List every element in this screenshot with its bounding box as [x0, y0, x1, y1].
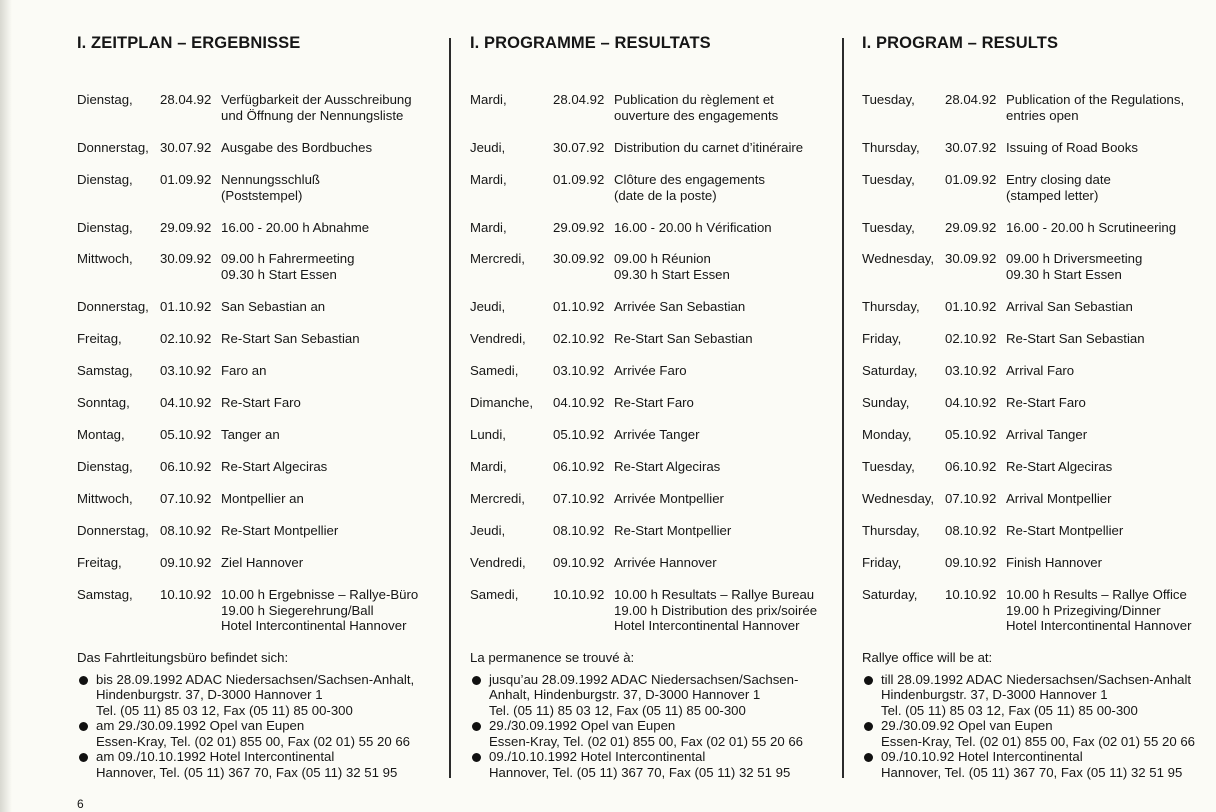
- schedule-event: [1006, 523, 1206, 539]
- schedule-event-line: Re-Start San Sebastian: [221, 331, 360, 346]
- schedule-day: Donnerstag,: [77, 299, 149, 314]
- column-english: [862, 34, 1207, 780]
- schedule-event-line: Arrival Tanger: [1006, 427, 1088, 442]
- schedule-event: [221, 555, 436, 571]
- schedule-event-line: 09.00 h Fahrermeeting: [221, 251, 355, 266]
- schedule-event-line: Re-Start Montpellier: [1006, 523, 1124, 538]
- schedule-event-line: Hotel Intercontinental Hannover: [221, 618, 407, 633]
- schedule-event: [614, 172, 829, 203]
- column-german: [77, 34, 437, 780]
- office-line: Tel. (05 11) 85 03 12, Fax (05 11) 85 00-300: [489, 702, 746, 718]
- schedule-day: Montag,: [77, 427, 125, 442]
- schedule-event-line: Distribution du carnet d’itinéraire: [614, 140, 804, 155]
- schedule-event: [1006, 299, 1206, 315]
- schedule-event-line: Verfügbarkeit der Ausschreibung: [221, 92, 412, 107]
- schedule-day: Tuesday,: [862, 459, 915, 474]
- schedule-event-line: Publication of the Regulations,: [1006, 92, 1185, 107]
- office-item: [862, 749, 1207, 780]
- schedule-event-line: 09.00 h Réunion: [614, 251, 711, 266]
- schedule-event-line: 09.30 h Start Essen: [221, 266, 337, 282]
- schedule-date: 06.10.92: [945, 459, 997, 474]
- schedule-event: [221, 395, 436, 411]
- schedule-date: 28.04.92: [553, 92, 605, 107]
- schedule-event: [221, 491, 436, 507]
- schedule-day: Samedi,: [470, 363, 519, 378]
- office-line: 29./30.09.92 Opel van Eupen: [881, 718, 1053, 733]
- schedule-event: [614, 331, 829, 347]
- schedule-day: Mercredi,: [470, 491, 525, 506]
- schedule-day: Tuesday,: [862, 220, 915, 235]
- schedule-event: [221, 459, 436, 475]
- schedule-date: 10.10.92: [553, 587, 605, 602]
- schedule-event: [1006, 92, 1206, 123]
- schedule-day: Dimanche,: [470, 395, 534, 410]
- schedule-date: 01.10.92: [553, 299, 605, 314]
- office-list: [862, 672, 1207, 781]
- office-line: Hindenburgstr. 37, D-3000 Hannover 1: [881, 687, 1108, 702]
- office-item: [862, 718, 1207, 749]
- office-item: [470, 749, 830, 780]
- schedule-event-line: Publication du règlement et: [614, 92, 774, 107]
- schedule-day: Sunday,: [862, 395, 910, 410]
- schedule-event-line: San Sebastian an: [221, 299, 326, 314]
- office-line: Hannover, Tel. (05 11) 367 70, Fax (05 11) 32 51 95: [489, 764, 791, 780]
- schedule-event-line: Re-Start Algeciras: [1006, 459, 1113, 474]
- page-binding-edge: [0, 0, 12, 812]
- schedule-date: 01.09.92: [553, 172, 605, 187]
- schedule-date: 01.09.92: [160, 172, 212, 187]
- schedule-day: Friday,: [862, 555, 902, 570]
- schedule-event: [1006, 395, 1206, 411]
- schedule-day: Donnerstag,: [77, 140, 149, 155]
- schedule-day: Thursday,: [862, 523, 920, 538]
- schedule-day: Saturday,: [862, 363, 918, 378]
- schedule-event-line: Arrival Faro: [1006, 363, 1075, 378]
- office-line: Essen-Kray, Tel. (02 01) 855 00, Fax (02 01) 55 20 66: [96, 733, 410, 749]
- schedule-event: [614, 491, 829, 507]
- schedule-date: 30.07.92: [553, 140, 605, 155]
- schedule-day: Mittwoch,: [77, 491, 133, 506]
- schedule-date: 09.10.92: [160, 555, 212, 570]
- office-section: [470, 650, 830, 780]
- schedule-event: [221, 172, 436, 203]
- schedule-event-line: 10.00 h Resultats – Rallye Bureau: [614, 587, 815, 602]
- schedule-event-line: Re-Start San Sebastian: [1006, 331, 1145, 346]
- schedule-date: 07.10.92: [945, 491, 997, 506]
- schedule-event-line: 19.00 h Prizegiving/Dinner: [1006, 602, 1161, 618]
- schedule-event-line: entries open: [1006, 107, 1079, 123]
- column-french: [470, 34, 830, 780]
- office-line: Essen-Kray, Tel. (02 01) 855 00, Fax (02 01) 55 20 66: [881, 733, 1195, 749]
- schedule-event: [221, 331, 436, 347]
- schedule-date: 03.10.92: [945, 363, 997, 378]
- column-heading: I. ZEITPLAN – ERGEBNISSE: [77, 34, 301, 52]
- office-item: [470, 672, 830, 719]
- schedule-event-line: 10.00 h Ergebnisse – Rallye-Büro: [221, 587, 419, 602]
- schedule-date: 03.10.92: [553, 363, 605, 378]
- schedule-date: 08.10.92: [553, 523, 605, 538]
- schedule-event: [221, 92, 436, 123]
- office-line: 09./10.10.1992 Hotel Intercontinental: [489, 749, 706, 764]
- schedule-date: 04.10.92: [945, 395, 997, 410]
- schedule-date: 09.10.92: [553, 555, 605, 570]
- schedule-event: [221, 587, 436, 634]
- schedule-date: 02.10.92: [160, 331, 212, 346]
- schedule-date: 01.09.92: [945, 172, 997, 187]
- office-line: 09./10.10.92 Hotel Intercontinental: [881, 749, 1083, 764]
- schedule-event: [1006, 251, 1206, 282]
- column-divider: [842, 38, 844, 778]
- schedule-date: 08.10.92: [945, 523, 997, 538]
- schedule-date: 01.10.92: [160, 299, 212, 314]
- schedule-day: Dienstag,: [77, 220, 133, 235]
- schedule-day: Mardi,: [470, 172, 507, 187]
- office-title: La permanence se trouvé à:: [470, 650, 635, 665]
- schedule-date: 10.10.92: [160, 587, 212, 602]
- schedule-event-line: Entry closing date: [1006, 172, 1111, 187]
- office-line: am 29./30.09.1992 Opel van Eupen: [96, 718, 305, 733]
- column-heading: I. PROGRAMME – RESULTATS: [470, 34, 711, 52]
- schedule-date: 28.04.92: [945, 92, 997, 107]
- schedule-event: [614, 251, 829, 282]
- schedule-event-line: 19.00 h Siegerehrung/Ball: [221, 602, 374, 618]
- schedule-day: Thursday,: [862, 140, 920, 155]
- office-item: [77, 718, 437, 749]
- column-heading: I. PROGRAM – RESULTS: [862, 34, 1059, 52]
- schedule-date: 04.10.92: [160, 395, 212, 410]
- schedule-event: [1006, 140, 1206, 156]
- schedule-date: 09.10.92: [945, 555, 997, 570]
- schedule-event-line: Clôture des engagements: [614, 172, 766, 187]
- schedule-date: 01.10.92: [945, 299, 997, 314]
- schedule-date: 08.10.92: [160, 523, 212, 538]
- schedule-day: Mardi,: [470, 459, 507, 474]
- office-title: Rallye office will be at:: [862, 650, 993, 665]
- schedule-event: [221, 299, 436, 315]
- schedule-day: Sonntag,: [77, 395, 130, 410]
- office-list: [77, 672, 437, 781]
- schedule-day: Mittwoch,: [77, 251, 133, 266]
- schedule-event: [614, 587, 829, 634]
- schedule-event: [1006, 555, 1206, 571]
- schedule-event: [614, 427, 829, 443]
- schedule-event: [1006, 587, 1206, 634]
- schedule-event-line: 10.00 h Results – Rallye Office: [1006, 587, 1187, 602]
- office-item: [77, 672, 437, 719]
- schedule-date: 06.10.92: [553, 459, 605, 474]
- schedule-date: 05.10.92: [553, 427, 605, 442]
- page-number: 6: [77, 797, 84, 811]
- schedule-event: [614, 555, 829, 571]
- office-item: [77, 749, 437, 780]
- schedule-event: [614, 363, 829, 379]
- schedule-date: 02.10.92: [553, 331, 605, 346]
- schedule-date: 10.10.92: [945, 587, 997, 602]
- schedule-day: Mercredi,: [470, 251, 525, 266]
- schedule-day: Wednesday,: [862, 491, 935, 506]
- schedule-event-line: Faro an: [221, 363, 267, 378]
- schedule-event-line: Re-Start Faro: [1006, 395, 1086, 410]
- office-line: 29./30.09.1992 Opel van Eupen: [489, 718, 676, 733]
- schedule-date: 29.09.92: [160, 220, 212, 235]
- schedule-day: Jeudi,: [470, 140, 506, 155]
- office-list: [470, 672, 830, 781]
- schedule-date: 30.09.92: [553, 251, 605, 266]
- schedule-day: Dienstag,: [77, 172, 133, 187]
- schedule-event: [1006, 363, 1206, 379]
- schedule-event-line: 19.00 h Distribution des prix/soirée: [614, 602, 818, 618]
- schedule-event-line: Hotel Intercontinental Hannover: [1006, 618, 1192, 633]
- bullet-icon: [79, 722, 88, 731]
- schedule-event: [614, 220, 829, 236]
- schedule-date: 30.07.92: [945, 140, 997, 155]
- schedule-event: [1006, 331, 1206, 347]
- schedule-date: 30.09.92: [945, 251, 997, 266]
- schedule-date: 30.09.92: [160, 251, 212, 266]
- bullet-icon: [472, 753, 481, 762]
- office-item: [470, 718, 830, 749]
- schedule-day: Saturday,: [862, 587, 918, 602]
- schedule-day: Tuesday,: [862, 172, 915, 187]
- schedule-event-line: (stamped letter): [1006, 187, 1099, 203]
- office-line: Hannover, Tel. (05 11) 367 70, Fax (05 11) 32 51 95: [881, 764, 1183, 780]
- bullet-icon: [864, 676, 873, 685]
- schedule-day: Vendredi,: [470, 555, 526, 570]
- schedule-event-line: Ziel Hannover: [221, 555, 304, 570]
- schedule-day: Samstag,: [77, 363, 133, 378]
- schedule-day: Mardi,: [470, 92, 507, 107]
- office-line: till 28.09.1992 ADAC Niedersachsen/Sachsen-Anhalt: [881, 671, 1192, 687]
- schedule-event-line: Tanger an: [221, 427, 280, 442]
- schedule-date: 29.09.92: [945, 220, 997, 235]
- schedule-event-line: 16.00 - 20.00 h Abnahme: [221, 220, 370, 235]
- office-line: Tel. (05 11) 85 03 12, Fax (05 11) 85 00-300: [96, 702, 353, 718]
- schedule-date: 07.10.92: [160, 491, 212, 506]
- schedule-event-line: Arrival San Sebastian: [1006, 299, 1133, 314]
- schedule-event-line: Arrival Montpellier: [1006, 491, 1112, 506]
- bullet-icon: [79, 753, 88, 762]
- office-section: [862, 650, 1207, 780]
- schedule-day: Jeudi,: [470, 299, 506, 314]
- schedule-event: [221, 251, 436, 282]
- schedule-event: [221, 140, 436, 156]
- schedule-event-line: 16.00 - 20.00 h Scrutineering: [1006, 220, 1177, 235]
- office-line: Tel. (05 11) 85 03 12, Fax (05 11) 85 00-300: [881, 702, 1138, 718]
- schedule-event-line: Montpellier an: [221, 491, 304, 506]
- schedule-event: [614, 299, 829, 315]
- schedule-day: Friday,: [862, 331, 902, 346]
- schedule-date: 29.09.92: [553, 220, 605, 235]
- schedule-event-line: Issuing of Road Books: [1006, 140, 1138, 155]
- schedule-event-line: 16.00 - 20.00 h Vérification: [614, 220, 772, 235]
- schedule-event-line: (date de la poste): [614, 187, 717, 203]
- schedule-event-line: Re-Start San Sebastian: [614, 331, 753, 346]
- schedule-date: 06.10.92: [160, 459, 212, 474]
- schedule-event: [614, 523, 829, 539]
- schedule-event: [221, 523, 436, 539]
- schedule-day: Samstag,: [77, 587, 133, 602]
- schedule-event: [221, 220, 436, 236]
- schedule-event-line: Re-Start Algeciras: [614, 459, 721, 474]
- schedule-event-line: Arrivée San Sebastian: [614, 299, 746, 314]
- schedule-day: Donnerstag,: [77, 523, 149, 538]
- schedule-date: 05.10.92: [945, 427, 997, 442]
- schedule-day: Monday,: [862, 427, 912, 442]
- schedule-date: 05.10.92: [160, 427, 212, 442]
- office-item: [862, 672, 1207, 719]
- schedule-day: Samedi,: [470, 587, 519, 602]
- schedule-event: [221, 427, 436, 443]
- schedule-day: Vendredi,: [470, 331, 526, 346]
- schedule-event-line: 09.00 h Driversmeeting: [1006, 251, 1143, 266]
- schedule-event-line: Re-Start Montpellier: [221, 523, 339, 538]
- schedule-day: Freitag,: [77, 555, 122, 570]
- office-line: Anhalt, Hindenburgstr. 37, D-3000 Hannover 1: [489, 687, 761, 702]
- schedule-event-line: 09.30 h Start Essen: [614, 266, 730, 282]
- schedule-date: 03.10.92: [160, 363, 212, 378]
- bullet-icon: [472, 722, 481, 731]
- bullet-icon: [79, 676, 88, 685]
- office-line: Hannover, Tel. (05 11) 367 70, Fax (05 11) 32 51 95: [96, 764, 398, 780]
- schedule-date: 30.07.92: [160, 140, 212, 155]
- schedule-event: [614, 140, 829, 156]
- schedule-event-line: und Öffnung der Nennungsliste: [221, 107, 404, 123]
- office-title: Das Fahrtleitungsbüro befindet sich:: [77, 650, 289, 665]
- bullet-icon: [472, 676, 481, 685]
- schedule-event: [1006, 172, 1206, 203]
- schedule-date: 28.04.92: [160, 92, 212, 107]
- schedule-day: Mardi,: [470, 220, 507, 235]
- schedule-event-line: Finish Hannover: [1006, 555, 1103, 570]
- schedule-date: 02.10.92: [945, 331, 997, 346]
- schedule-event: [1006, 220, 1206, 236]
- schedule-event: [614, 395, 829, 411]
- schedule-event-line: Arrivée Faro: [614, 363, 687, 378]
- schedule-event-line: Re-Start Montpellier: [614, 523, 732, 538]
- office-line: jusqu’au 28.09.1992 ADAC Niedersachsen/Sachsen-: [489, 671, 799, 687]
- schedule-day: Thursday,: [862, 299, 920, 314]
- schedule-event: [614, 92, 829, 123]
- column-divider: [449, 38, 451, 778]
- bullet-icon: [864, 753, 873, 762]
- schedule-day: Jeudi,: [470, 523, 506, 538]
- schedule-event: [1006, 459, 1206, 475]
- schedule-event: [614, 459, 829, 475]
- schedule-event-line: Arrivée Montpellier: [614, 491, 724, 506]
- office-line: am 09./10.10.1992 Hotel Intercontinental: [96, 749, 335, 764]
- schedule-date: 04.10.92: [553, 395, 605, 410]
- schedule-event-line: Re-Start Algeciras: [221, 459, 328, 474]
- schedule-day: Dienstag,: [77, 92, 133, 107]
- office-line: Essen-Kray, Tel. (02 01) 855 00, Fax (02 01) 55 20 66: [489, 733, 803, 749]
- schedule-day: Lundi,: [470, 427, 506, 442]
- office-line: Hindenburgstr. 37, D-3000 Hannover 1: [96, 687, 323, 702]
- schedule-event-line: Re-Start Faro: [614, 395, 694, 410]
- schedule-event-line: 09.30 h Start Essen: [1006, 266, 1122, 282]
- schedule-day: Dienstag,: [77, 459, 133, 474]
- schedule-date: 07.10.92: [553, 491, 605, 506]
- schedule-event-line: Arrivée Tanger: [614, 427, 700, 442]
- schedule-event: [1006, 427, 1206, 443]
- schedule-event-line: ouverture des engagements: [614, 107, 779, 123]
- schedule-day: Tuesday,: [862, 92, 915, 107]
- schedule-event: [221, 363, 436, 379]
- office-line: bis 28.09.1992 ADAC Niedersachsen/Sachsen-Anhalt,: [96, 671, 415, 687]
- schedule-event-line: Arrivée Hannover: [614, 555, 717, 570]
- bullet-icon: [864, 722, 873, 731]
- schedule-event-line: Nennungsschluß: [221, 172, 320, 187]
- schedule-event-line: (Poststempel): [221, 187, 303, 203]
- office-section: [77, 650, 437, 780]
- schedule-day: Wednesday,: [862, 251, 935, 266]
- schedule-event: [1006, 491, 1206, 507]
- schedule-event-line: Hotel Intercontinental Hannover: [614, 618, 800, 633]
- schedule-day: Freitag,: [77, 331, 122, 346]
- schedule-event-line: Re-Start Faro: [221, 395, 301, 410]
- schedule-event-line: Ausgabe des Bordbuches: [221, 140, 373, 155]
